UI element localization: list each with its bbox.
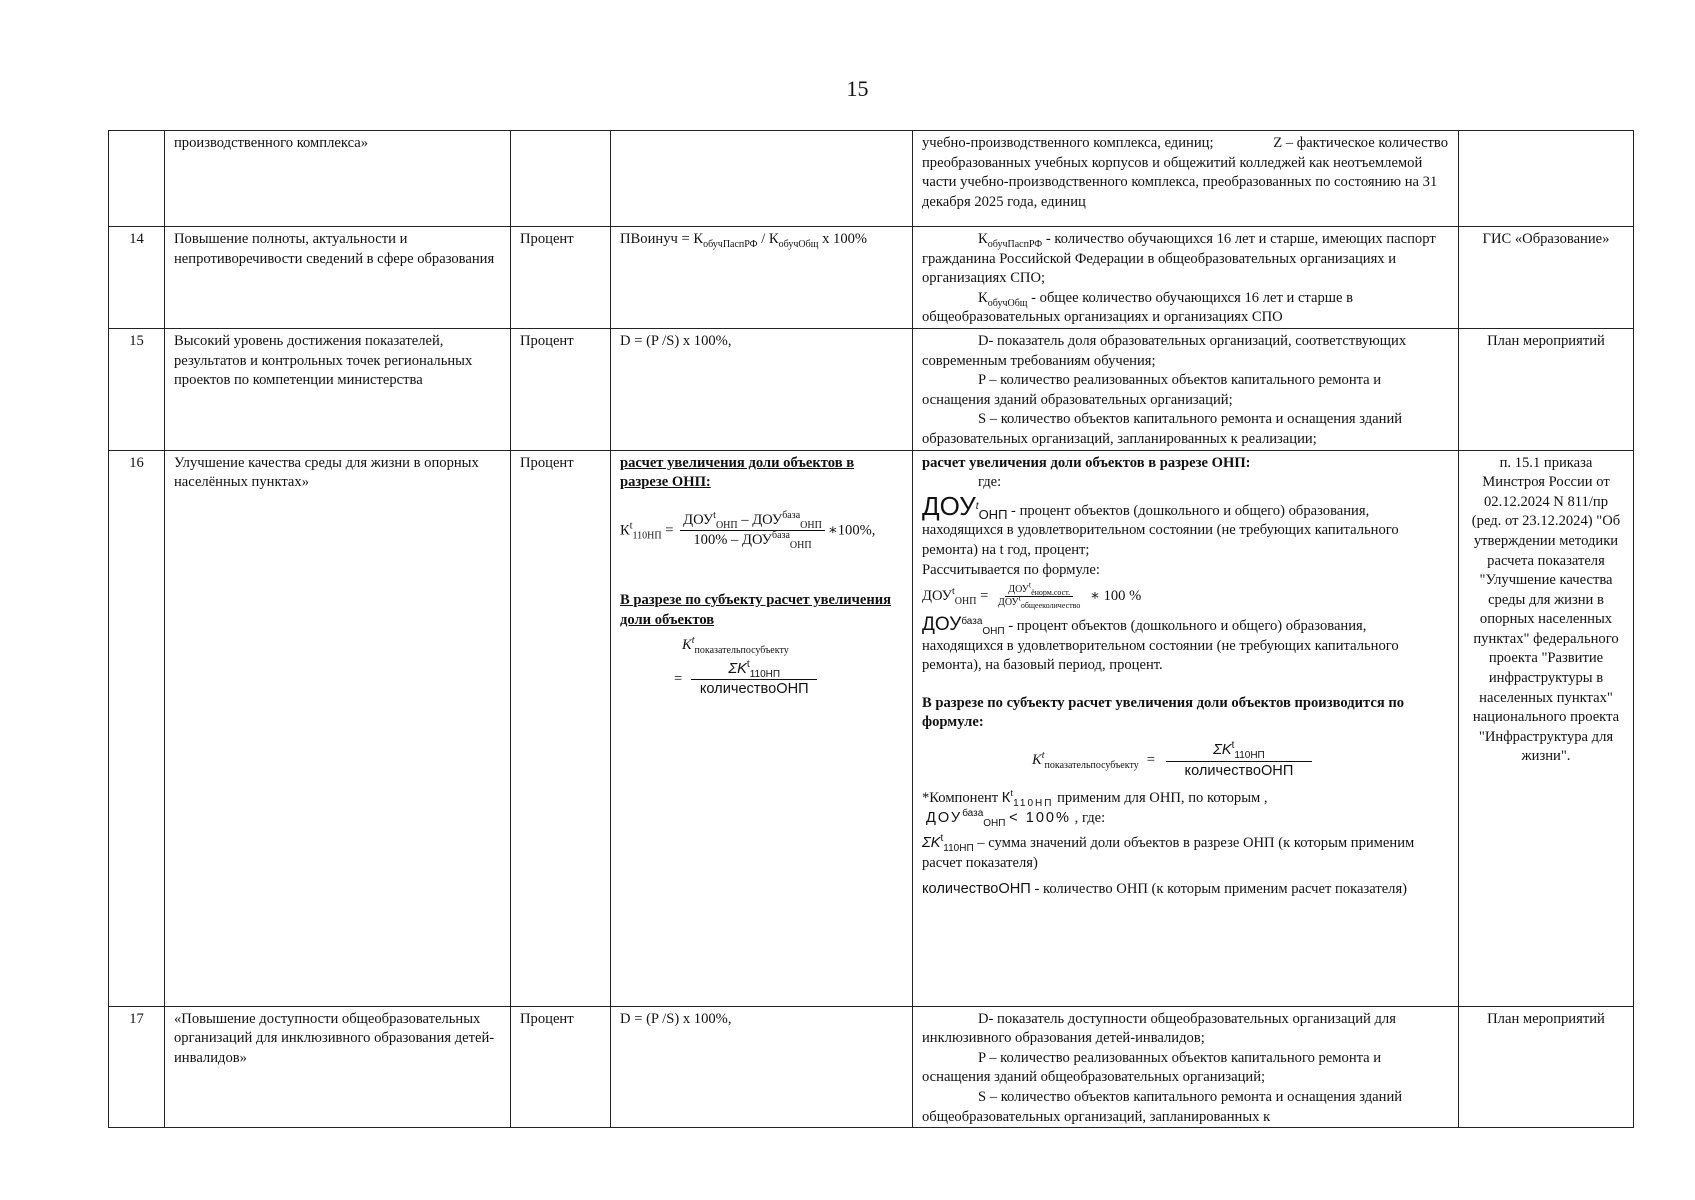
sub: показательпосубъекту [694,645,789,656]
sup: t [746,658,750,670]
page-number: 15 [846,76,869,101]
sub: ОНП [715,519,738,531]
row-number [109,131,165,227]
var-count: количествоОНП [922,880,1031,897]
sub: ОНП [800,519,822,531]
table-row [109,131,1634,227]
source-cell: План мероприятий [1459,328,1634,450]
equals-sign: = [1146,752,1155,769]
num-text: ΣK [728,660,747,677]
desc-calc: Рассчитывается по формуле: [922,561,1100,578]
formula-heading-2: В разрезе по субъекту расчет увеличения доли объектов [620,591,892,628]
equals-sign: = [674,670,683,687]
sup: t [1231,740,1235,752]
formula-text: / К [757,231,779,247]
sub: 110НП [943,843,974,855]
sub: ОНП [978,506,1008,522]
formula-tail: ∗ 100 % [1090,587,1142,604]
source-cell [1459,131,1634,227]
sup: база [961,616,983,628]
den-text: количествоОНП [699,681,809,698]
desc-text: применим для ОНП, по которым , [1053,790,1268,807]
sub: ОНП [789,540,812,552]
formula-sub: обучПаспРФ [703,238,758,250]
formula-cell: D = (P /S) х 100%, [611,328,913,450]
formula-heading: расчет увеличения доли объектов в разрезе ОНП: [620,454,855,491]
desc-text: *Компонент [922,790,1002,807]
num-text: ДОУ [683,511,714,528]
indicator-name: Высокий уровень достижения показателей, результатов и контрольных точек региональных проектов по компетенции министерства [165,328,511,450]
formula-text: х 100% [818,231,868,247]
table-row [109,328,1634,450]
sub: общееколичество [1020,601,1081,611]
var-dou: ДОУ [926,809,963,826]
condition-text: < 100% [1009,809,1072,826]
desc-dou-base [922,615,1449,676]
formula-tail: ∗100%, [827,522,876,539]
sup: t [629,520,633,532]
desc-where: где: [978,474,1002,491]
var-k: К [1001,790,1011,807]
desc-text: - общее количество обучающихся 16 лет и старше в общеобразовательных организациях и организациях СПО [922,289,1354,326]
den-text: количествоОНП [1184,762,1294,779]
table-row [109,1006,1634,1128]
sub: показательпосубъекту [1044,760,1139,772]
formula-cell: D = (P /S) х 100%, [611,1006,913,1128]
sub: ОНП [954,595,977,607]
sup: база [962,807,984,819]
indicator-name: «Повышение доступности общеобразовательных организаций для инклюзивного образования детей-инвалидов» [165,1006,511,1128]
var-dou: ДОУ [922,614,962,636]
var-dou: ДОУ [922,490,976,521]
desc-formula [922,580,1449,611]
formula-lhs: K [1032,752,1042,769]
formula-cell [611,131,913,227]
sup: t [713,509,716,521]
indicator-name: Повышение полноты, актуальности и непротиворечивости сведений в сфере образования [165,227,511,329]
table-row [109,450,1634,1006]
source-cell: п. 15.1 приказа Минстроя России от 02.12.2024 N 811/пр (ред. от 23.12.2024) "Об утверждении методики расчета показателя "Улучшение качества среды для жизни в опорных населенных пунктах" федерального проекта "Развитие инфраструктуры в населенных пунктах" национального проекта "Инфраструктура для жизни". [1459,450,1634,1006]
row-number: 15 [109,328,165,450]
desc-count [922,880,1449,900]
var-k: К [978,289,988,306]
fraction [1166,741,1312,781]
num-text: – ДОУ [737,511,783,528]
unit-cell: Процент [511,227,611,329]
num-text: ДОУ [1008,584,1029,596]
desc-dou [922,490,1449,561]
var-sub: обучОбщ [987,297,1028,309]
var-k: К [978,231,988,247]
fraction [995,580,1083,611]
sup: t [1041,750,1045,762]
description-cell [913,1006,1459,1128]
desc-line: Z – фактическое количество преобразованных учебных корпусов и общежитий колледжей как неотъемлемой части учебно-производственного комплекса, преобразованных по состоянию на 31 декабря 2025 года, единиц [922,135,1449,210]
sub: ёнорм.сост. [1031,588,1071,598]
description-cell [913,328,1459,450]
desc-text: S – количество объектов капитального ремонта и оснащения зданий образовательных организаций, запланированных к реализации; [922,411,1403,447]
var-sum: ΣK [922,835,941,852]
desc-text: - процент объектов (дошкольного и общего) образования, находящихся в удовлетворительном состоянии (не требующих капитального ремонта) на t год, процент; [922,502,1399,558]
sup: t [1010,788,1014,800]
desc-text: D- показатель доступности общеобразовательных организаций для инклюзивного образования детей-инвалидов; [922,1010,1396,1047]
desc-text: – сумма значений доли объектов в разрезе ОНП (к которым применим расчет показателя) [922,835,1415,872]
equals-sign: = [665,522,674,539]
desc-text: D- показатель доля образовательных организаций, соответствующих современным требованиям обучения; [922,332,1407,369]
desc-line: учебно-производственного комплекса, единиц; [922,135,1214,151]
row-number: 17 [109,1006,165,1128]
formula-text: ПВоинуч = К [620,231,704,247]
indicators-table [108,130,1634,1128]
fraction [680,511,825,551]
var-dou: ДОУ [922,587,953,604]
desc-text: - процент объектов (дошкольного и общего) образования, находящихся в удовлетворительном состоянии (не требующих капитального ремонта), на базовый период, процент. [922,618,1399,674]
unit-cell: Процент [511,328,611,450]
desc-heading-2: В разрезе по субъекту расчет увеличения доли объектов производится по формуле: [922,694,1405,731]
desc-heading: расчет увеличения доли объектов в разрезе ОНП: [922,454,1251,471]
description-cell [913,227,1459,329]
formula-sub: обучОбщ [778,238,819,250]
equals-sign: = [980,587,989,604]
desc-text: S – количество объектов капитального ремонта и оснащения зданий общеобразовательных организаций, запланированных к [922,1088,1403,1125]
description-cell [913,450,1459,1006]
formula-cell [611,450,913,1006]
sub: 110НП [1013,798,1054,810]
formula-k110 [620,511,903,551]
sub: ОНП [982,626,1005,637]
formula-lhs: K [682,637,692,654]
sub: 110НП [1234,749,1265,761]
num-text: ΣK [1213,742,1232,759]
den-text: 100% – ДОУ [693,532,772,549]
unit-cell [511,131,611,227]
sup: t [940,833,944,845]
fraction [691,660,817,700]
sup: t [975,500,979,512]
sub: ОНП [983,817,1006,829]
unit-cell: Процент [511,1006,611,1128]
desc-text: P – количество реализованных объектов капитального ремонта и оснащения зданий образовательных организаций; [922,372,1382,408]
description-cell [913,131,1459,227]
var-sub: обучПаспРФ [987,238,1043,250]
source-cell: ГИС «Образование» [1459,227,1634,329]
formula-subject [620,636,903,700]
desc-subject-formula [922,741,1449,781]
source-cell: План мероприятий [1459,1006,1634,1128]
row-number: 14 [109,227,165,329]
formula-cell [611,227,913,329]
sup: база [772,530,790,542]
sup: база [782,509,801,521]
sup: t [1018,593,1021,603]
row-number: 16 [109,450,165,1006]
indicator-name: Улучшение качества среды для жизни в опорных населённых пунктах» [165,450,511,1006]
desc-text: - количество обучающихся 16 лет и старше, имеющих паспорт гражданина Российской Федерации в общеобразовательных организациях и организациях СПО; [922,231,1436,287]
sup: t [691,635,695,647]
sup: t [952,586,955,598]
desc-component [922,789,1449,809]
desc-condition [922,809,1449,829]
den-text: ДОУ [998,597,1019,609]
formula-lhs: К [620,522,630,539]
unit-cell: Процент [511,450,611,1006]
desc-sum [922,834,1449,873]
desc-text: - количество ОНП (к которым применим расчет показателя) [1030,880,1408,897]
desc-text: P – количество реализованных объектов капитального ремонта и оснащения зданий общеобразовательных организаций; [922,1049,1382,1086]
sup: t [1028,580,1032,590]
indicator-name: производственного комплекса» [165,131,511,227]
table-row [109,227,1634,329]
sub: 110НП [632,530,662,542]
sub: 110НП [749,668,781,680]
desc-text: , где: [1071,809,1106,826]
